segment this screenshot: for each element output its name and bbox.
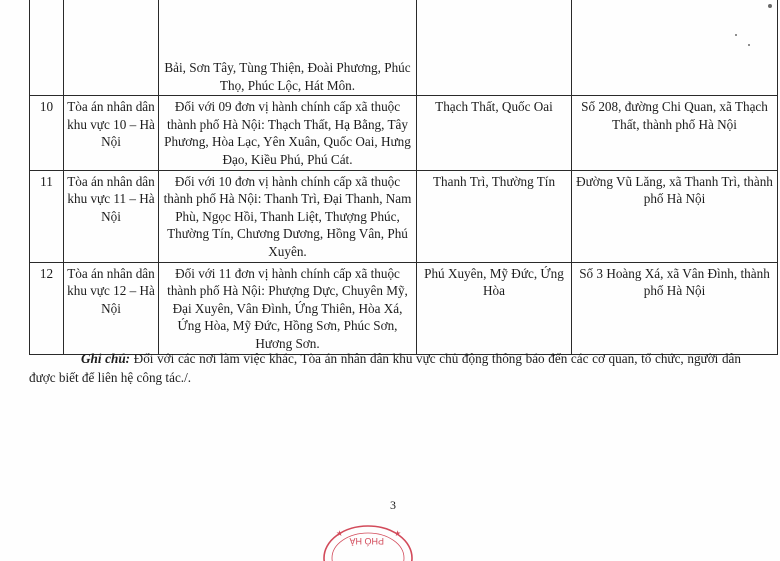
cell-court-name: Tòa án nhân dân khu vực 11 – Hà Nội [64,170,159,262]
cell-districts [417,0,572,96]
svg-text:★: ★ [394,529,402,538]
cell-stt [30,0,64,96]
cell-districts: Thạch Thất, Quốc Oai [417,96,572,170]
cell-scope: Đối với 09 đơn vị hành chính cấp xã thuộc thành phố Hà Nội: Thạch Thất, Hạ Bằng, Tây Phương, Hòa Lạc, Yên Xuân, Quốc Oai, Hưng Đạo, Kiều Phú, Phú Cát. [159,96,417,170]
cell-stt: 12 [30,262,64,354]
cell-court-name [64,0,159,96]
cell-districts: Thanh Trì, Thường Tín [417,170,572,262]
note-text: Đối với các nơi làm việc khác, Tòa án nhân dân khu vực chủ động thông báo đến các cơ quan, tổ chức, người dân được biết để liên hệ công tác./. [29,351,741,385]
cell-court-name: Tòa án nhân dân khu vực 10 – Hà Nội [64,96,159,170]
page-number: 3 [390,498,396,512]
cell-scope: Bải, Sơn Tây, Tùng Thiện, Đoài Phương, Phúc Thọ, Phúc Lộc, Hát Môn. [159,0,417,96]
table-row [30,0,778,96]
table-row [30,262,778,354]
cell-stt: 10 [30,96,64,170]
cell-scope: Đối với 10 đơn vị hành chính cấp xã thuộc thành phố Hà Nội: Thanh Trì, Đại Thanh, Nam Phù, Ngọc Hồi, Thanh Liệt, Thượng Phúc, Thường Tín, Chương Dương, Hồng Vân, Phú Xuyên. [159,170,417,262]
cell-address: Số 3 Hoàng Xá, xã Vân Đình, thành phố Hà Nội [572,262,778,354]
court-table [29,0,778,355]
cell-court-name: Tòa án nhân dân khu vực 12 – Hà Nội [64,262,159,354]
scan-speck [735,34,737,36]
cell-districts: Phú Xuyên, Mỹ Đức, Ứng Hòa [417,262,572,354]
official-seal [318,514,418,561]
seal-icon [318,514,418,561]
cell-address: Đường Vũ Lăng, xã Thanh Trì, thành phố Hà Nội [572,170,778,262]
note-label: Ghi chú: [81,351,131,366]
scan-speck [768,4,772,8]
cell-address: Số 208, đường Chi Quan, xã Thạch Thất, thành phố Hà Nội [572,96,778,170]
cell-scope: Đối với 11 đơn vị hành chính cấp xã thuộc thành phố Hà Nội: Phượng Dực, Chuyên Mỹ, Đại Xuyên, Vân Đình, Ứng Thiên, Hòa Xá, Ứng Hòa, Mỹ Đức, Hồng Sơn, Phúc Sơn, Hương Sơn. [159,262,417,354]
table-row [30,96,778,170]
svg-text:PHÓ HÀ: PHÓ HÀ [349,536,384,546]
cell-address [572,0,778,96]
table-row [30,170,778,262]
cell-stt: 11 [30,170,64,262]
svg-text:★: ★ [336,529,344,538]
scan-speck [748,44,750,46]
note-paragraph [29,349,741,387]
